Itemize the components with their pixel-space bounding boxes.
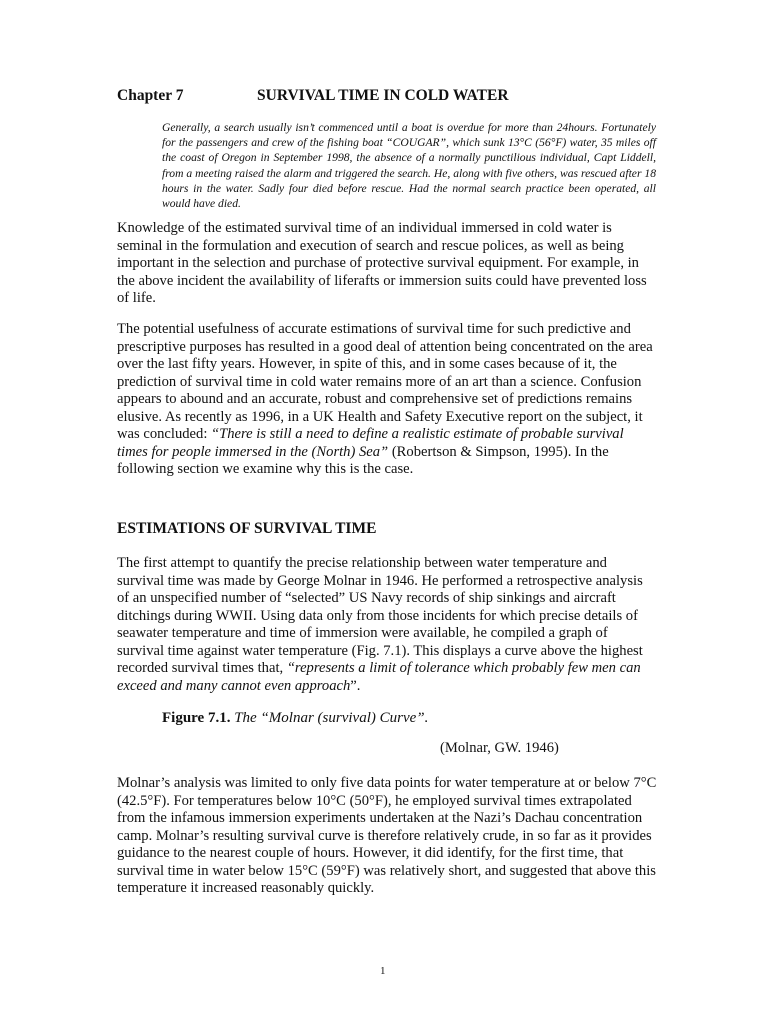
figure-caption (162, 710, 428, 727)
intro-anecdote: Generally, a search usually isn’t commenced until a boat is overdue for more than 24hours. Fortunately for the passengers and crew of the fishing boat “COUGAR”, which sunk 13°C (56°F) water, 35 miles off the coast of Oregon in September 1998, the absence of a normally punctilious individual, Capt Liddell, from a meeting raised the alarm and triggered the search. He, along with five others, was rescued after 18 hours in the water. Sadly four died before rescue. Had the normal search practice been operated, all would have died. (162, 121, 656, 211)
chapter-title: SURVIVAL TIME IN COLD WATER (257, 87, 509, 104)
paragraph-1: Knowledge of the estimated survival time of an individual immersed in cold water is seminal in the formulation and execution of search and rescue polices, as well as being important in the selection and purchase of protective survival equipment. For example, in the above incident the availability of liferafts or immersion suits could have prevented loss of life. (117, 220, 647, 306)
chapter-label: Chapter 7 (117, 87, 184, 104)
paragraph-2-quote: “There is still a need to define a realistic estimate of probable survival times for people immersed in the (North) Sea” (117, 426, 624, 460)
section-heading: ESTIMATIONS OF SURVIVAL TIME (117, 520, 377, 537)
paragraph-3 (117, 555, 657, 695)
figure-label: Figure 7.1. (162, 710, 231, 726)
paragraph-3-text: The first attempt to quantify the precise relationship between water temperature and survival time was made by George Molnar in 1946. He performed a retrospective analysis of an unspecified number of “selected” US Navy records of ship sinkings and aircraft ditchings during WWII. Using data only from those incidents for which precise details of seawater temperature and time of immersion were available, he compiled a graph of survival time against water temperature (Fig. 7.1). This displays a curve above the highest recorded survival times that, (117, 555, 643, 676)
figure-source: (Molnar, GW. 1946) (440, 740, 559, 756)
figure-title: The “Molnar (survival) Curve”. (230, 710, 429, 726)
paragraph-3-quote: “represents a limit of tolerance which probably few men can exceed and many cannot even approach (117, 660, 641, 694)
paragraph-3-end: ”. (350, 677, 361, 694)
page-number: 1 (380, 965, 386, 977)
chapter-heading (117, 87, 509, 105)
paragraph-2 (117, 321, 657, 479)
paragraph-2-text: The potential usefulness of accurate estimations of survival time for such predictive and prescriptive purposes has resulted in a good deal of attention being concentrated on the area over the last fifty years. However, in spite of this, and in some cases because of it, the prediction of survival time in cold water remains more of an art than a science. Confusion appears to abound and an accurate, robust and comprehensive set of predictions remains elusive. As recently as 1996, in a UK Health and Safety Executive report on the subject, it was concluded: (117, 321, 653, 442)
paragraph-2-citation: (Robertson & Simpson, 1995). In the following section we examine why this is the case. (117, 443, 609, 477)
paragraph-4: Molnar’s analysis was limited to only five data points for water temperature at or below 7°C (42.5°F). For temperatures below 10°C (50°F), he employed survival times extrapolated from the infamous immersion experiments undertaken at the Nazi’s Dachau concentration camp. Molnar’s resulting survival curve is therefore relatively crude, in so far as it provides guidance to the nearest couple of hours. However, it did identify, for the first time, that survival time in water below 15°C (59°F) was relatively short, and suggested that above this temperature it increased reasonably quickly. (117, 775, 657, 896)
